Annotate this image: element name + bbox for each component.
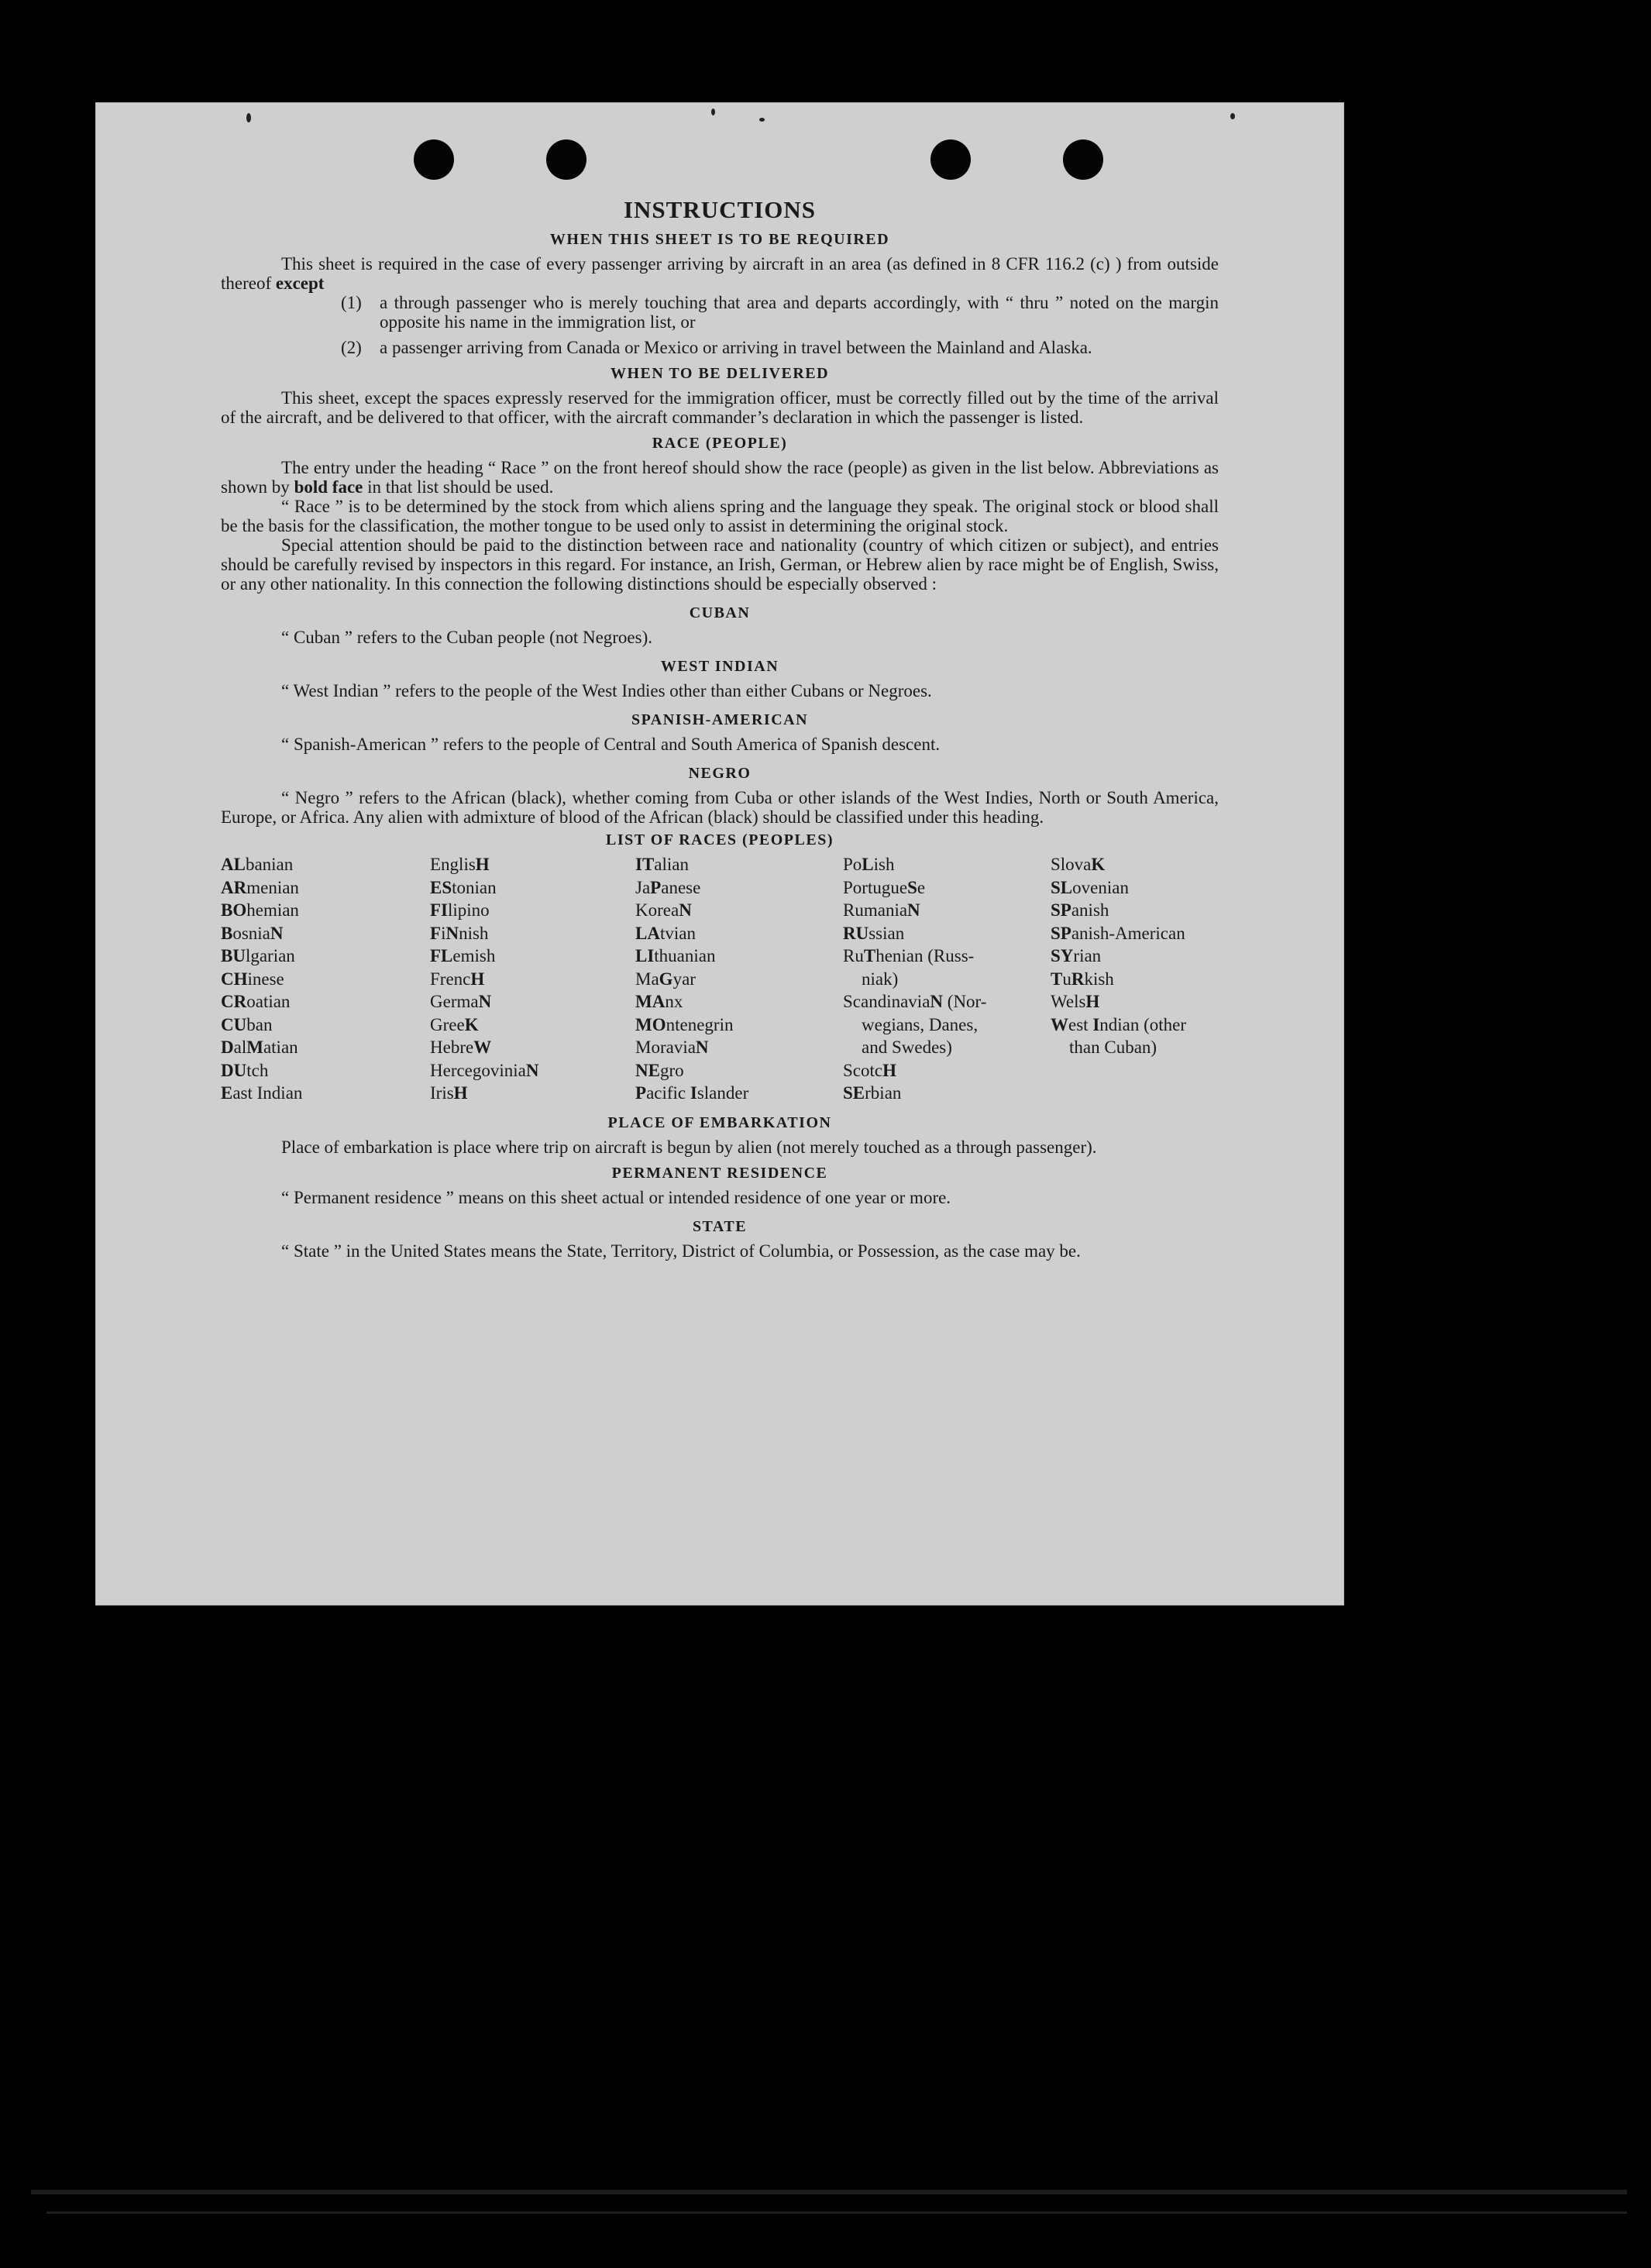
race-text: osnia: [232, 923, 270, 943]
race-entry: [430, 922, 635, 945]
race-abbrev: SE: [843, 1083, 865, 1103]
race-text: est: [1068, 1014, 1093, 1034]
paragraph: “ Race ” is to be determined by the stock from which aliens spring and the language they speak. The original stock or blood shall be the basis for the classification, the mother tongue to be used only to assist in determining the original stock.: [221, 497, 1219, 535]
race-abbrev: T: [863, 946, 876, 965]
race-entry: [635, 899, 843, 922]
race-text: Hercegovinia: [430, 1060, 526, 1080]
race-text: (Nor-: [943, 992, 987, 1011]
race-entry: [221, 899, 430, 922]
bold-text: bold face: [294, 477, 363, 497]
race-abbrev: SP: [1051, 923, 1071, 943]
race-abbrev: H: [882, 1060, 896, 1080]
race-text: tch: [246, 1060, 269, 1080]
scanner-edge: [46, 2211, 1627, 2214]
race-abbrev: N: [930, 992, 944, 1011]
race-entry: [430, 968, 635, 991]
race-abbrev: BU: [221, 946, 246, 965]
section-heading: PLACE OF EMBARKATION: [607, 1113, 832, 1131]
race-text: ntenegrin: [666, 1014, 734, 1034]
race-text: rian: [1073, 946, 1102, 965]
race-abbrev: SP: [1051, 900, 1071, 920]
race-column: [1051, 853, 1219, 1105]
punch-hole: [1063, 139, 1103, 180]
race-abbrev: MO: [635, 1014, 666, 1034]
race-abbrev: T: [1051, 969, 1063, 989]
race-text: Scandinavia: [843, 992, 930, 1011]
races-list: [221, 853, 1219, 1105]
race-text: lgarian: [245, 946, 295, 965]
race-abbrev: M: [246, 1038, 263, 1057]
race-abbrev: E: [221, 1083, 233, 1103]
race-abbrev: IT: [635, 855, 655, 874]
race-entry: [635, 922, 843, 945]
race-text: nx: [665, 992, 683, 1011]
section-heading: WHEN THIS SHEET IS TO BE REQUIRED: [549, 231, 890, 248]
race-text: Korea: [635, 900, 679, 920]
race-entry: [221, 968, 430, 991]
section-heading: RACE (PEOPLE): [652, 435, 788, 452]
race-entry: [430, 1036, 635, 1059]
paragraph: “ West Indian ” refers to the people of the West Indies other than either Cubans or Negroes.: [281, 681, 932, 700]
race-text: Ru: [843, 946, 864, 965]
paragraph: [221, 458, 1219, 497]
race-abbrev: RU: [843, 923, 869, 943]
section-heading: WEST INDIAN: [660, 658, 779, 675]
race-entry: [635, 990, 843, 1014]
race-abbrev: N: [695, 1038, 709, 1057]
race-text: nish: [459, 923, 489, 943]
race-entry: [843, 1059, 1051, 1082]
race-text: menian: [246, 877, 299, 897]
race-text: Germa: [430, 992, 479, 1011]
race-abbrev: LA: [635, 923, 660, 943]
race-entry: [843, 876, 1051, 900]
race-entry: [1051, 1036, 1219, 1059]
race-text: al: [233, 1038, 247, 1057]
race-abbrev: N: [907, 900, 920, 920]
paragraph: This sheet, except the spaces expressly reserved for the immigration officer, must be correctly filled out by the time of the arrival of the aircraft, and be delivered to that officer, with the aircraft commander’s declaration in which the passenger is listed.: [221, 388, 1219, 427]
paragraph-text: The entry under the heading “ Race ” on the front hereof should show the race (people) as given in the list below. Abbreviations as shown by: [221, 458, 1219, 497]
race-entry: [843, 945, 1051, 968]
race-entry: [221, 945, 430, 968]
race-text: atian: [263, 1038, 298, 1057]
race-abbrev: H: [453, 1083, 468, 1103]
race-entry: [430, 853, 635, 876]
race-text: henian (Russ-: [875, 946, 975, 965]
race-entry: [843, 899, 1051, 922]
item-number: (2): [341, 338, 362, 357]
race-text: emish: [452, 946, 496, 965]
race-text: Wels: [1051, 992, 1086, 1011]
race-entry: [843, 1082, 1051, 1105]
race-column: [843, 853, 1051, 1105]
paragraph-text: in that list should be used.: [367, 477, 554, 497]
race-abbrev: N: [679, 900, 692, 920]
race-abbrev: G: [659, 969, 673, 989]
race-entry: [221, 990, 430, 1014]
race-abbrev: AR: [221, 877, 247, 897]
list-item: [341, 338, 1219, 357]
race-text: thuanian: [654, 946, 716, 965]
race-abbrev: FL: [430, 946, 453, 965]
race-abbrev: ES: [430, 877, 452, 897]
item-number: (1): [341, 293, 362, 312]
race-entry: [430, 899, 635, 922]
race-abbrev: N: [478, 992, 492, 1011]
race-entry: [635, 968, 843, 991]
speck: [1230, 113, 1235, 119]
race-text: than Cuban): [1069, 1038, 1157, 1057]
race-abbrev: AL: [221, 855, 246, 874]
race-entry: [635, 1082, 843, 1105]
race-text: Slova: [1051, 855, 1092, 874]
race-entry: [221, 876, 430, 900]
race-abbrev: I: [690, 1083, 697, 1103]
section-heading: WHEN TO BE DELIVERED: [610, 365, 830, 382]
speck: [711, 108, 715, 115]
race-text: anese: [661, 877, 701, 897]
race-entry: [430, 1082, 635, 1105]
section-heading: CUBAN: [689, 604, 751, 621]
bold-text: except: [275, 274, 325, 293]
punch-hole: [414, 139, 454, 180]
race-text: Hebre: [430, 1038, 474, 1057]
race-text: banian: [245, 855, 294, 874]
race-abbrev: DU: [221, 1060, 247, 1080]
paragraph: Special attention should be paid to the distinction between race and nationality (country of which citizen or subject), and entries should be carefully revised by inspectors in this regard. For instance, an Irish, German, or Hebrew alien by race might be of English, Swiss, or any other nationality. In this connection the following distinctions should be especially observed :: [221, 535, 1219, 594]
race-text: Moravia: [635, 1038, 696, 1057]
race-abbrev: SY: [1051, 946, 1074, 965]
paragraph: Place of embarkation is place where trip on aircraft is begun by alien (not merely touched as a through passenger).: [281, 1137, 1097, 1157]
race-abbrev: P: [650, 877, 662, 897]
race-entry: [221, 1036, 430, 1059]
race-abbrev: B: [221, 923, 233, 943]
race-text: slander: [697, 1083, 749, 1103]
race-entry: [843, 1014, 1051, 1037]
race-abbrev: N: [270, 923, 284, 943]
section-heading: SPANISH-AMERICAN: [631, 711, 809, 728]
race-entry: [1051, 853, 1219, 876]
race-entry: [1051, 945, 1219, 968]
race-abbrev: H: [1085, 992, 1100, 1011]
paragraph: “ Cuban ” refers to the Cuban people (not Negroes).: [281, 628, 653, 647]
race-entry: [1051, 990, 1219, 1014]
race-entry: [635, 1036, 843, 1059]
race-entry: [430, 990, 635, 1014]
race-column: [635, 853, 843, 1105]
race-text: Frenc: [430, 969, 471, 989]
paragraph: [221, 254, 1219, 293]
race-text: tvian: [659, 923, 696, 943]
race-text: kish: [1084, 969, 1114, 989]
race-abbrev: D: [221, 1038, 234, 1057]
speck: [246, 113, 251, 122]
race-abbrev: F: [430, 923, 442, 943]
race-entry: [430, 1014, 635, 1037]
race-text: ban: [246, 1014, 273, 1034]
race-text: yar: [672, 969, 696, 989]
race-abbrev: MA: [635, 992, 666, 1011]
race-entry: [221, 1082, 430, 1105]
race-abbrev: N: [525, 1060, 539, 1080]
race-entry: [1051, 876, 1219, 900]
race-abbrev: CU: [221, 1014, 247, 1034]
race-text: Ma: [635, 969, 659, 989]
paragraph: “ Spanish-American ” refers to the people of Central and South America of Spanish descent.: [281, 735, 941, 754]
race-abbrev: S: [907, 877, 917, 897]
item-text: a passenger arriving from Canada or Mexico or arriving in travel between the Mainland and Alaska.: [380, 338, 1092, 357]
race-abbrev: W: [1051, 1014, 1068, 1034]
instructions-text: [221, 197, 1219, 1261]
race-text: tonian: [452, 877, 497, 897]
race-text: Englis: [430, 855, 476, 874]
race-text: ndian (other: [1099, 1014, 1187, 1034]
race-abbrev: I: [1092, 1014, 1100, 1034]
item-text: a through passenger who is merely touching that area and departs accordingly, with “ thru ” noted on the margin opposite his name in the immigration list, or: [380, 293, 1219, 332]
race-text: Rumania: [843, 900, 908, 920]
section-heading: STATE: [692, 1217, 748, 1235]
race-entry: [635, 1059, 843, 1082]
section-heading: NEGRO: [688, 765, 752, 782]
race-entry: [1051, 899, 1219, 922]
race-entry: [635, 853, 843, 876]
race-entry: [843, 853, 1051, 876]
race-abbrev: FI: [430, 900, 448, 920]
race-abbrev: K: [464, 1014, 479, 1034]
race-abbrev: SL: [1051, 877, 1073, 897]
race-entry: [430, 1059, 635, 1082]
race-abbrev: H: [475, 855, 490, 874]
race-entry: [843, 1036, 1051, 1059]
race-text: and Swedes): [862, 1038, 952, 1057]
race-entry: [843, 968, 1051, 991]
race-abbrev: NE: [635, 1060, 660, 1080]
race-abbrev: K: [1091, 855, 1106, 874]
race-text: Po: [843, 855, 862, 874]
race-text: ast Indian: [232, 1083, 303, 1103]
race-text: rbian: [865, 1083, 902, 1103]
race-entry: [1051, 968, 1219, 991]
race-abbrev: W: [473, 1038, 492, 1057]
race-text: Ja: [635, 877, 651, 897]
race-text: Scotc: [843, 1060, 883, 1080]
section-heading: PERMANENT RESIDENCE: [611, 1164, 828, 1182]
race-text: hemian: [246, 900, 299, 920]
race-text: ovenian: [1072, 877, 1129, 897]
race-text: e: [917, 877, 926, 897]
race-text: i: [441, 923, 446, 943]
race-abbrev: CR: [221, 992, 247, 1011]
race-entry: [221, 1059, 430, 1082]
race-entry: [843, 922, 1051, 945]
race-entry: [635, 876, 843, 900]
race-entry: [843, 990, 1051, 1014]
race-entry: [221, 922, 430, 945]
race-text: Portugue: [843, 877, 908, 897]
race-text: lipino: [448, 900, 490, 920]
race-entry: [635, 1014, 843, 1037]
race-text: u: [1062, 969, 1071, 989]
race-text: wegians, Danes,: [862, 1014, 979, 1034]
race-entry: [221, 853, 430, 876]
section-heading: LIST OF RACES (PEOPLES): [605, 831, 834, 848]
paragraph: “ State ” in the United States means the State, Territory, District of Columbia, or Possession, as the case may be.: [281, 1241, 1081, 1261]
race-text: anish-American: [1071, 923, 1185, 943]
page-title: INSTRUCTIONS: [623, 196, 816, 223]
punch-hole: [930, 139, 971, 180]
paragraph-text: This sheet is required in the case of every passenger arriving by aircraft in an area (as defined in 8 CFR 116.2 (c) ) from outside thereof: [221, 254, 1219, 293]
race-text: niak): [862, 969, 899, 989]
race-text: ish: [873, 855, 895, 874]
speck: [759, 118, 765, 122]
race-text: alian: [654, 855, 689, 874]
race-entry: [430, 945, 635, 968]
race-entry: [430, 876, 635, 900]
paragraph: “ Negro ” refers to the African (black), whether coming from Cuba or other islands of the West Indies, North or South America, Europe, or Africa. Any alien with admixture of blood of the African (black) should be classified under this heading.: [221, 788, 1219, 827]
race-abbrev: H: [470, 969, 485, 989]
race-text: anish: [1071, 900, 1109, 920]
punch-hole: [546, 139, 586, 180]
race-abbrev: L: [862, 855, 874, 874]
race-entry: [221, 1014, 430, 1037]
paragraph: “ Permanent residence ” means on this sheet actual or intended residence of one year or more.: [281, 1187, 951, 1207]
race-column: [221, 853, 430, 1105]
race-text: Gree: [430, 1014, 465, 1034]
race-text: acific: [646, 1083, 690, 1103]
race-text: ssian: [868, 923, 905, 943]
race-text: Iris: [430, 1083, 454, 1103]
list-item: [341, 293, 1219, 332]
race-abbrev: R: [1071, 969, 1085, 989]
race-abbrev: CH: [221, 969, 248, 989]
race-abbrev: BO: [221, 900, 247, 920]
race-entry: [635, 945, 843, 968]
scanner-edge: [31, 2190, 1627, 2194]
race-column: [430, 853, 635, 1105]
race-abbrev: N: [445, 923, 459, 943]
race-abbrev: P: [635, 1083, 647, 1103]
race-text: inese: [247, 969, 284, 989]
race-entry: [1051, 922, 1219, 945]
document-page: [95, 102, 1344, 1605]
race-text: gro: [659, 1060, 684, 1080]
race-abbrev: LI: [635, 946, 655, 965]
race-text: oatian: [246, 992, 291, 1011]
race-entry: [1051, 1014, 1219, 1037]
